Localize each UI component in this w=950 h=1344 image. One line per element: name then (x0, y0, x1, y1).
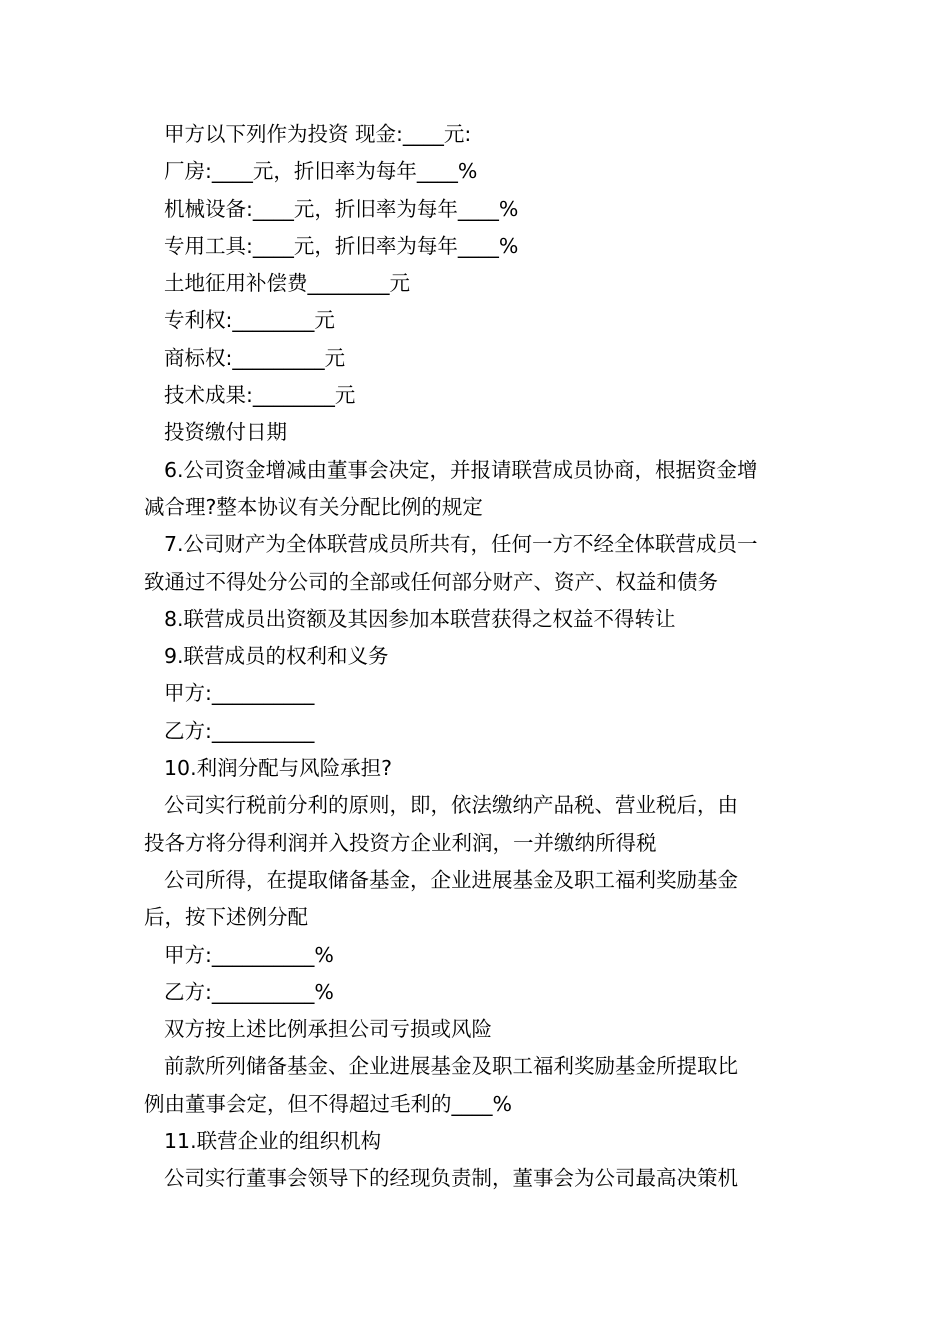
text-line-cash-investment: 甲方以下列作为投资 现金:____元: (164, 122, 472, 146)
text-line-payment-date: 投资缴付日期 (164, 420, 287, 445)
clause-7-line-1: 7.公司财产为全体联营成员所共有，任何一方不经全体联营成员一 (164, 532, 758, 557)
text-line-factory: 厂房:____元，折旧率为每年____% (164, 159, 478, 184)
text-line-tech-results: 技术成果:________元 (164, 383, 356, 408)
clause-10-para-2-line-1: 公司所得，在提取储备基金，企业进展基金及职工福利奖励基金 (164, 867, 738, 892)
fund-ratio-line-1: 前款所列储备基金、企业进展基金及职工福利奖励基金所提取比 (164, 1054, 738, 1079)
clause-7-line-2: 致通过不得处分公司的全部或任何部分财产、资产、权益和债务 (144, 569, 718, 594)
text-line-patent: 专利权:________元 (164, 308, 335, 333)
text-line-land-compensation: 土地征用补偿费________元 (164, 271, 410, 296)
clause-10-para-2-line-2: 后，按下述例分配 (144, 905, 308, 930)
clause-10-para-1-line-1: 公司实行税前分利的原则，即，依法缴纳产品税、营业税后，由 (164, 793, 738, 818)
clause-6-line-2: 减合理?整本协议有关分配比例的规定 (144, 494, 483, 519)
text-line-trademark: 商标权:_________元 (164, 345, 346, 370)
party-a-rights-field: 甲方:__________ (164, 681, 315, 706)
risk-sharing-line: 双方按上述比例承担公司亏损或风险 (164, 1017, 492, 1042)
text-line-tools: 专用工具:____元，折旧率为每年____% (164, 233, 519, 258)
clause-6-line-1: 6.公司资金增减由董事会决定，并报请联营成员协商，根据资金增 (164, 457, 758, 482)
clause-10-para-1-line-2: 投各方将分得利润并入投资方企业利润，一并缴纳所得税 (144, 830, 657, 855)
party-b-rights-field: 乙方:__________ (164, 718, 315, 743)
text-line-machinery: 机械设备:____元，折旧率为每年____% (164, 196, 519, 221)
clause-11-para-line-1: 公司实行董事会领导下的经现负责制，董事会为公司最高决策机 (164, 1166, 738, 1191)
clause-11-heading: 11.联营企业的组织机构 (164, 1129, 382, 1154)
document-body (144, 116, 808, 1198)
clause-10-heading: 10.利润分配与风险承担? (164, 756, 392, 781)
party-b-share-field: 乙方:__________% (164, 979, 334, 1004)
fund-ratio-line-2: 例由董事会定，但不得超过毛利的____% (144, 1091, 512, 1116)
party-a-share-field: 甲方:__________% (164, 942, 334, 967)
clause-9-heading: 9.联营成员的权利和义务 (164, 644, 389, 669)
clause-8: 8.联营成员出资额及其因参加本联营获得之权益不得转让 (164, 606, 676, 631)
